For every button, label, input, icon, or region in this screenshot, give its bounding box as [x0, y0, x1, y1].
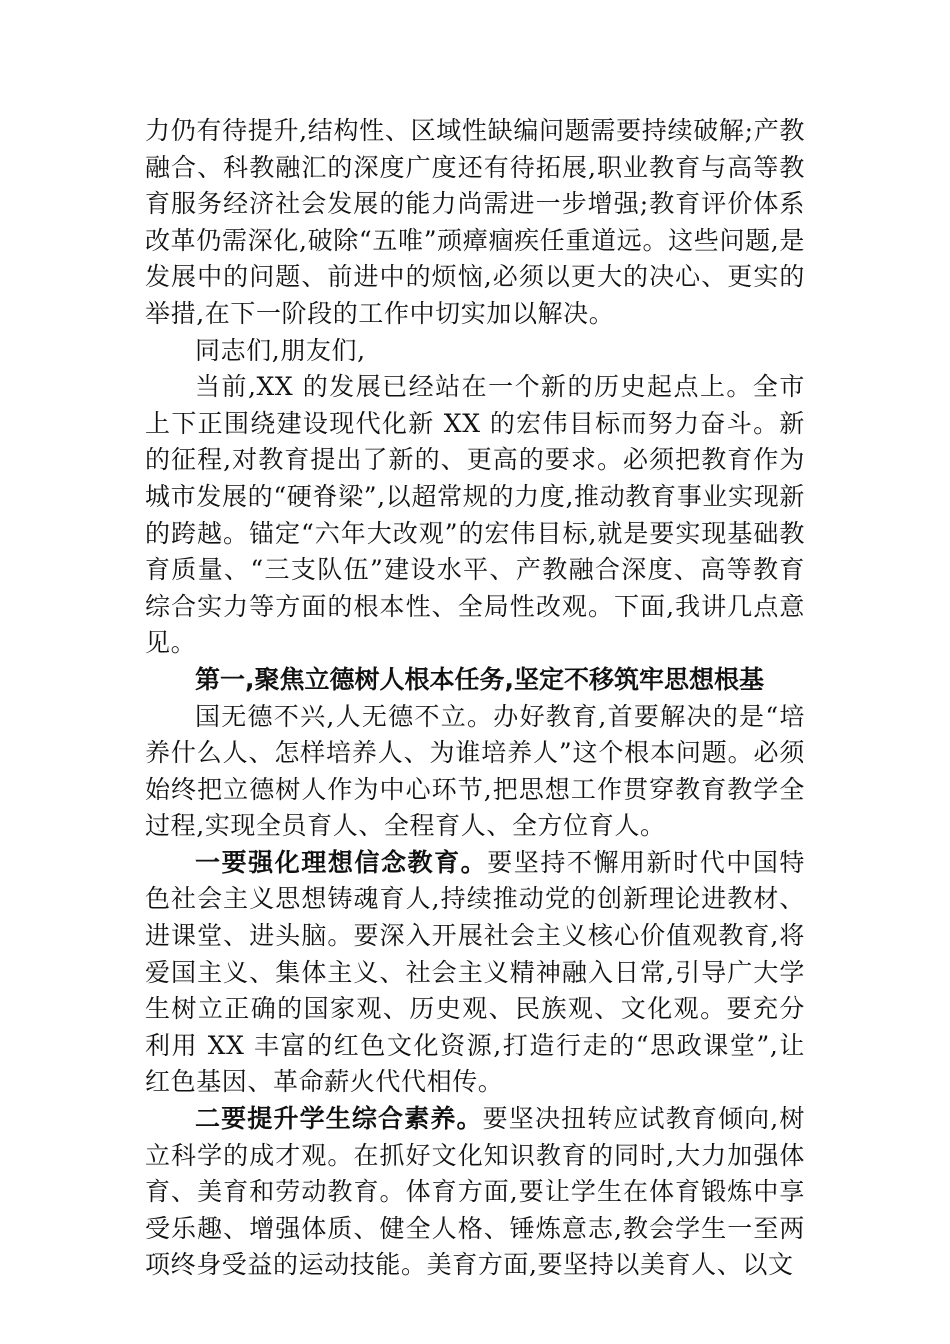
section-heading: 第一,聚焦立德树人根本任务,坚定不移筑牢思想根基	[195, 664, 764, 694]
document-body	[145, 113, 805, 1284]
paragraph-point-two	[145, 1101, 805, 1284]
paragraph-text: 当前,XX 的发展已经站在一个新的历史起点上。全市上下正围绕建设现代化新 XX 的宏伟目标而努力奋斗。新的征程,对教育提出了新的、更高的要求。必须把教育作为城市发展的“硬脊梁”,以超常规的力度,推动教育事业实现新的跨越。锚定“六年大改观”的宏伟目标,就是要实现基础教育质量、“三支队伍”建设水平、产教融合深度、高等教育综合实力等方面的根本性、全局性改观。下面,我讲几点意见。	[145, 372, 805, 658]
paragraph-text: 要坚持不懈用新时代中国特色社会主义思想铸魂育人,持续推动党的创新理论进教材、进课堂、进头脑。要深入开展社会主义核心价值观教育,将爱国主义、集体主义、社会主义精神融入日常,引导广大学生树立正确的国家观、历史观、民族观、文化观。要充分利用 XX 丰富的红色文化资源,打造行走的“思政课堂”,让红色基因、革命薪火代代相传。	[145, 847, 805, 1097]
paragraph-intro	[145, 369, 805, 662]
paragraph-text: 同志们,朋友们,	[195, 335, 366, 365]
paragraph-section-intro	[145, 699, 805, 845]
paragraph-salutation	[145, 333, 805, 370]
paragraph-lead: 一要强化理想信念教育。	[195, 847, 488, 877]
paragraph-point-one	[145, 845, 805, 1101]
paragraph-lead: 二要提升学生综合素养。	[195, 1104, 483, 1134]
paragraph-text: 国无德不兴,人无德不立。办好教育,首要解决的是“培养什么人、怎样培养人、为谁培养人”这个根本问题。必须始终把立德树人作为中心环节,把思想工作贯穿教育教学全过程,实现全员育人、全程育人、全方位育人。	[145, 701, 805, 841]
paragraph-text: 力仍有待提升,结构性、区域性缺编问题需要持续破解;产教融合、科教融汇的深度广度还有待拓展,职业教育与高等教育服务经济社会发展的能力尚需进一步增强;教育评价体系改革仍需深化,破除“五唯”顽瘴痼疾任重道远。这些问题,是发展中的问题、前进中的烦恼,必须以更大的决心、更实的举措,在下一阶段的工作中切实加以解决。	[145, 116, 805, 328]
paragraph-text: 要坚决扭转应试教育倾向,树立科学的成才观。在抓好文化知识教育的同时,大力加强体育、美育和劳动教育。体育方面,要让学生在体育锻炼中享受乐趣、增强体质、健全人格、锤炼意志,教会学生一至两项终身受益的运动技能。美育方面,要坚持以美育人、以文	[145, 1104, 805, 1280]
paragraph-continued	[145, 113, 805, 333]
